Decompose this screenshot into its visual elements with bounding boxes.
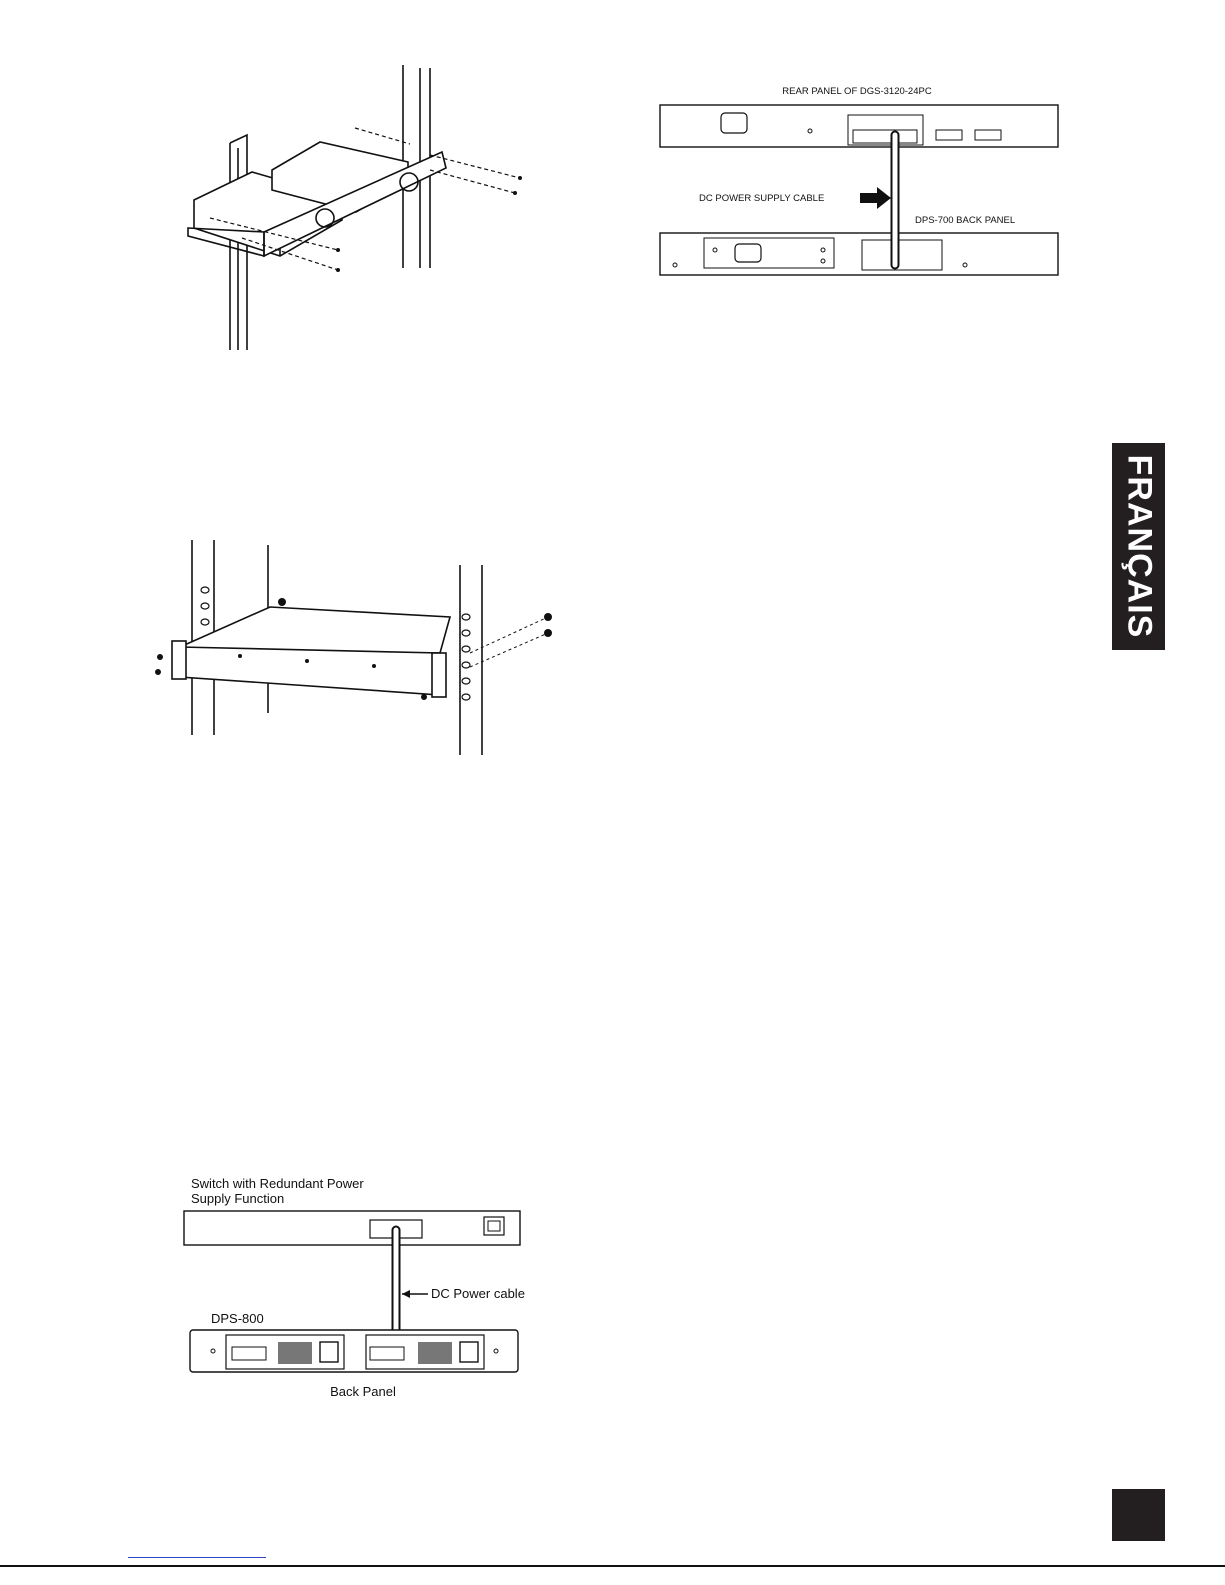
- language-tab: [1112, 443, 1165, 650]
- language-tab-label: FRANÇAIS: [1120, 454, 1159, 639]
- switch-label-line2: Supply Function: [191, 1191, 285, 1206]
- footer-rule: [0, 1565, 1225, 1567]
- dps800-unit-label: DPS-800: [211, 1311, 264, 1326]
- switch-label-line1: Switch with Redundant Power: [191, 1176, 364, 1191]
- rear-panel-title: REAR PANEL OF DGS-3120-24PC: [782, 86, 932, 97]
- footer-link-underline[interactable]: [128, 1557, 266, 1558]
- page-number-box: [1112, 1489, 1165, 1541]
- rack-mount-illustration: [150, 535, 570, 765]
- rack-bracket-illustration: [180, 60, 540, 360]
- back-panel-label: Back Panel: [330, 1384, 396, 1399]
- dps800-connection-diagram: [178, 1170, 538, 1405]
- dps700-connection-diagram: [655, 80, 1065, 285]
- dps700-back-panel-label: DPS-700 BACK PANEL: [915, 215, 1016, 226]
- dc-power-supply-cable-label: DC POWER SUPPLY CABLE: [699, 193, 825, 204]
- dc-power-cable-label: DC Power cable: [431, 1286, 525, 1301]
